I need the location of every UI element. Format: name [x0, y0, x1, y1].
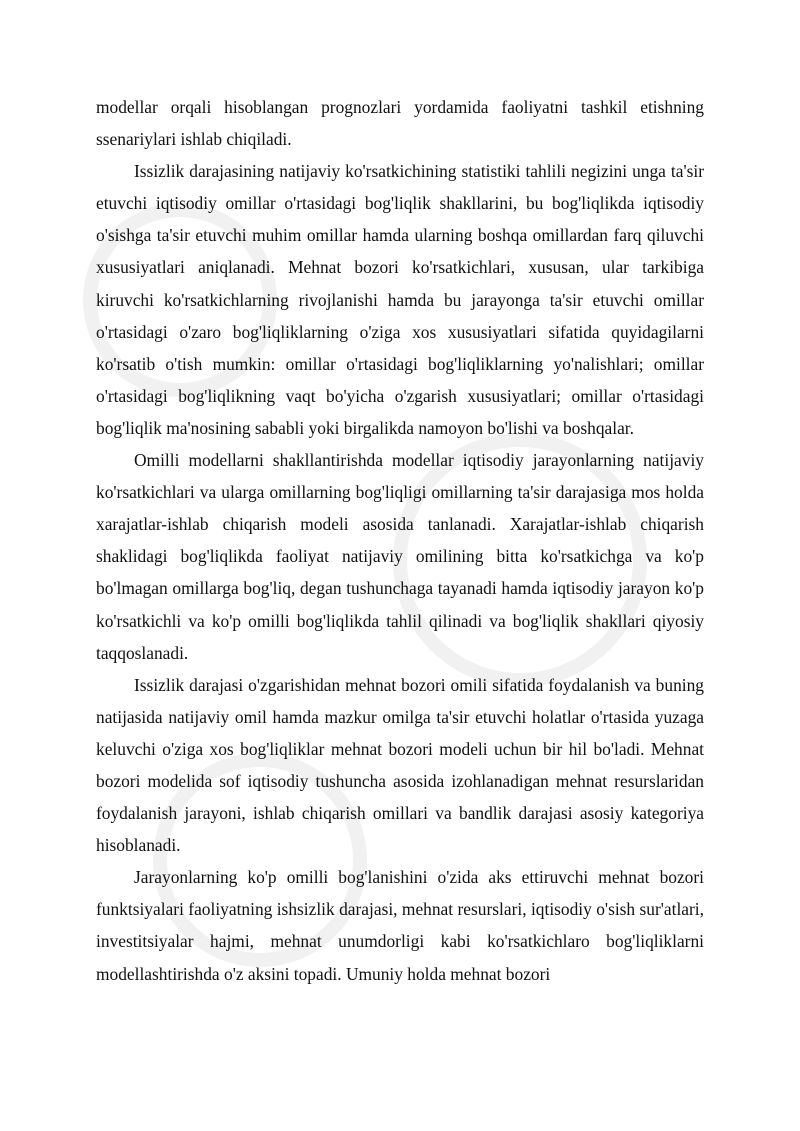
paragraph: Issizlik darajasining natijaviy ko'rsatkichining statistiki tahlili negizini unga ta'sir etuvchi iqtisodiy omillar o'rtasidagi bog'liqlik shakllarini, bu bog'liqlikda iqtisodiy o'sishga ta'sir etuvchi muhim omillar hamda ularning boshqa omillardan farq qiluvchi xususiyatlari aniqlanadi. Mehnat bozori ko'rsatkichlari, xususan, ular tarkibiga kiruvchi ko'rsatkichlarning rivojlanishi hamda bu jarayonga ta'sir etuvchi omillar o'rtasidagi o'zaro bog'liqliklarning o'ziga xos xususiyatlari sifatida quyidagilarni ko'rsatib o'tish mumkin: omillar o'rtasidagi bog'liqliklarning yo'nalishlari; omillar o'rtasidagi bog'liqlikning vaqt bo'yicha o'zgarish xususiyatlari; omillar o'rtasidagi bog'liqlik ma'nosining sababli yoki birgalikda namoyon bo'lishi va boshqalar.: [96, 161, 704, 438]
body-text: [96, 91, 704, 990]
paragraph: Jarayonlarning ko'p omilli bog'lanishini o'zida aks ettiruvchi mehnat bozori funktsiyalari faoliyatning ishsizlik darajasi, mehnat resurslari, iqtisodiy o'sish sur'atlari, investitsiyalar hajmi, mehnat unumdorligi kabi ko'rsatkichlaro bog'liqliklarni modellashtirishda o'z aksini topadi. Umuniy holda mehnat bozori: [96, 867, 704, 984]
paragraph: Issizlik darajasi o'zgarishidan mehnat bozori omili sifatida foydalanish va buning natijasida natijaviy omil hamda mazkur omilga ta'sir etuvchi holatlar o'rtasida yuzaga keluvchi o'ziga xos bog'liqliklar mehnat bozori modeli uchun bir hil bo'ladi. Mehnat bozori modelida sof iqtisodiy tushuncha asosida izohlanadigan mehnat resurslaridan foydalanish jarayoni, ishlab chiqarish omillari va bandlik darajasi asosiy kategoriya hisoblanadi.: [96, 674, 704, 856]
paragraph-continuation: modellar orqali hisoblangan prognozlari yordamida faoliyatni tashkil etishning ssenariylari ishlab chiqiladi.: [96, 97, 704, 150]
paragraph: Omilli modellarni shakllantirishda modellar iqtisodiy jarayonlarning natijaviy ko'rsatkichlari va ularga omillarning bog'liqligi omillarning ta'sir darajasiga mos holda xarajatlar-ishlab chiqarish modeli asosida tanlanadi. Xarajatlar-ishlab chiqarish shaklidagi bog'liqlikda faoliyat natijaviy omilining bitta ko'rsatkichga va ko'p bo'lmagan omillarga bog'liq, degan tushunchaga tayanadi hamda iqtisodiy jarayon ko'p ko'rsatkichli va ko'p omilli bog'liqlikda tahlil qilinadi va bog'liqlik shakllari qiyosiy taqqoslanadi.: [96, 450, 704, 663]
